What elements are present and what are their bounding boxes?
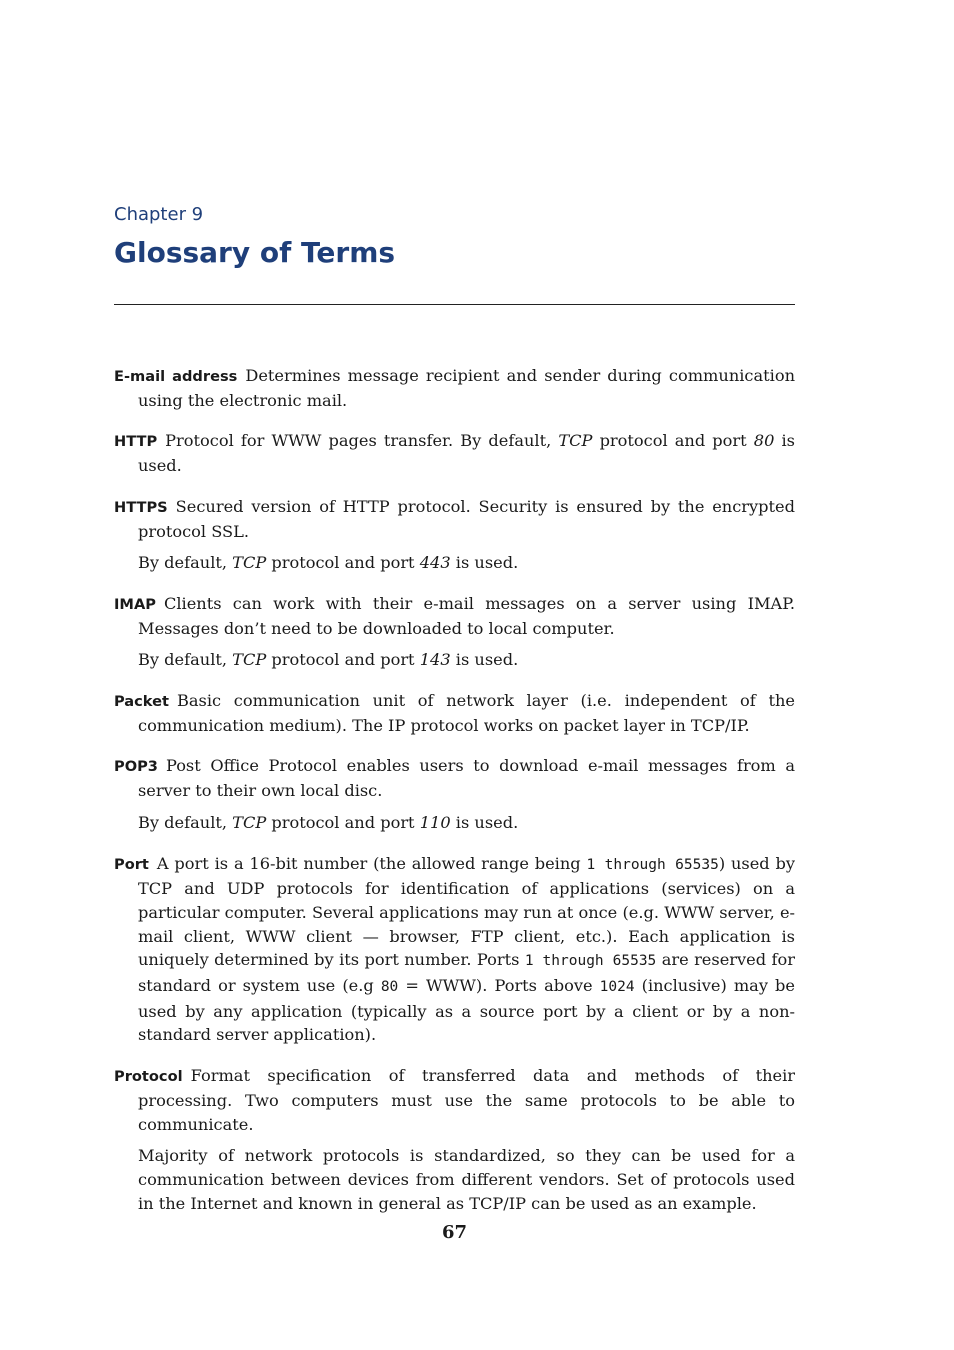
definition-text: By default, bbox=[138, 553, 233, 573]
definition-paragraph bbox=[114, 1064, 795, 1136]
glossary-term: IMAP bbox=[114, 595, 156, 613]
glossary-entry bbox=[114, 495, 795, 575]
title-divider bbox=[114, 304, 795, 305]
glossary-term: Protocol bbox=[114, 1068, 183, 1086]
definition-paragraph bbox=[114, 689, 795, 737]
definition-text: Secured version of HTTP protocol. Security is ensured by the encrypted protocol SSL. bbox=[138, 496, 795, 541]
glossary-entry bbox=[114, 754, 795, 834]
glossary-term: HTTP bbox=[114, 433, 158, 451]
definition-paragraph bbox=[114, 1144, 795, 1215]
emphasis-text: 443 bbox=[419, 553, 451, 573]
chapter-label: Chapter 9 bbox=[114, 204, 204, 225]
definition-paragraph bbox=[114, 495, 795, 543]
glossary-term: E-mail address bbox=[114, 368, 238, 385]
emphasis-text: TCP bbox=[232, 650, 267, 670]
code-text: 80 bbox=[380, 979, 399, 996]
definition-text: is used. bbox=[450, 553, 519, 573]
definition-text: is used. bbox=[450, 650, 519, 670]
definition-paragraph bbox=[114, 592, 795, 640]
code-text: 1 through 65535 bbox=[524, 953, 657, 970]
glossary-list bbox=[114, 364, 795, 1232]
code-text: 1024 bbox=[599, 979, 635, 996]
glossary-entry bbox=[114, 364, 795, 412]
definition-text: Format specification of transferred data and methods of their processing. Two computers must use the same protocols to be able to communicate. bbox=[138, 1066, 795, 1134]
definition-text: ) used by TCP and UDP protocols for identification of applications (services) on a particular computer. Several applications may run at once (e.g. WWW server, e-mail client, WWW client — browser, FTP client, etc.). Each application is uniquely determined by its port number. Ports bbox=[138, 853, 795, 970]
definition-text: By default, bbox=[138, 812, 233, 832]
definition-text: is used. bbox=[138, 431, 795, 476]
code-text: 1 through 65535 bbox=[586, 856, 719, 873]
definition-text: Basic communication unit of network layer (i.e. independent of the communication medium). The IP protocol works on packet layer in TCP/IP. bbox=[138, 691, 795, 735]
definition-paragraph bbox=[114, 364, 795, 412]
definition-text: A port is a 16-bit number (the allowed range being bbox=[156, 853, 587, 873]
emphasis-text: TCP bbox=[232, 553, 267, 573]
emphasis-text: 80 bbox=[753, 431, 775, 451]
glossary-term: Port bbox=[114, 855, 149, 873]
definition-text: Determines message recipient and sender during communication using the electronic mail. bbox=[138, 366, 796, 410]
definition-text: protocol and port bbox=[266, 553, 420, 573]
page-number: 67 bbox=[441, 1222, 468, 1243]
chapter-title: Glossary of Terms bbox=[114, 236, 396, 269]
definition-paragraph bbox=[114, 811, 795, 835]
glossary-entry bbox=[114, 592, 795, 672]
definition-text: Majority of network protocols is standardized, so they can be used for a communication between devices from different vendors. Set of protocols used in the Internet and known in general as TCP/IP can be used as an example. bbox=[138, 1146, 795, 1213]
definition-paragraph bbox=[114, 852, 795, 1048]
emphasis-text: 143 bbox=[419, 650, 451, 670]
glossary-entry bbox=[114, 689, 795, 737]
emphasis-text: 110 bbox=[419, 812, 451, 832]
glossary-term: HTTPS bbox=[114, 498, 168, 516]
emphasis-text: TCP bbox=[558, 431, 593, 451]
definition-text: Post Office Protocol enables users to download e-mail messages from a server to their own local disc. bbox=[138, 756, 795, 801]
definition-text: protocol and port bbox=[592, 431, 754, 451]
glossary-entry bbox=[114, 852, 795, 1048]
definition-text: are reserved for standard or system use (e.g bbox=[138, 950, 795, 996]
definition-text: (inclusive) may be used by any application (typically as a source port by a client or by a non-standard server application). bbox=[138, 976, 796, 1045]
definition-text: is used. bbox=[450, 812, 519, 832]
definition-paragraph bbox=[114, 429, 795, 477]
definition-text: Protocol for WWW pages transfer. By default, bbox=[165, 431, 559, 451]
emphasis-text: TCP bbox=[232, 812, 267, 832]
definition-paragraph bbox=[114, 648, 795, 672]
glossary-entry bbox=[114, 429, 795, 477]
definition-paragraph bbox=[114, 754, 795, 802]
glossary-term: Packet bbox=[114, 693, 169, 711]
definition-text: protocol and port bbox=[266, 650, 420, 670]
definition-text: = WWW). Ports above bbox=[398, 976, 600, 996]
definition-text: By default, bbox=[138, 650, 233, 670]
definition-text: protocol and port bbox=[266, 812, 420, 832]
glossary-entry bbox=[114, 1064, 795, 1215]
definition-paragraph bbox=[114, 551, 795, 575]
glossary-term: POP3 bbox=[114, 758, 158, 776]
definition-text: Clients can work with their e-mail messages on a server using IMAP. Messages don’t need to be downloaded to local computer. bbox=[138, 593, 795, 638]
